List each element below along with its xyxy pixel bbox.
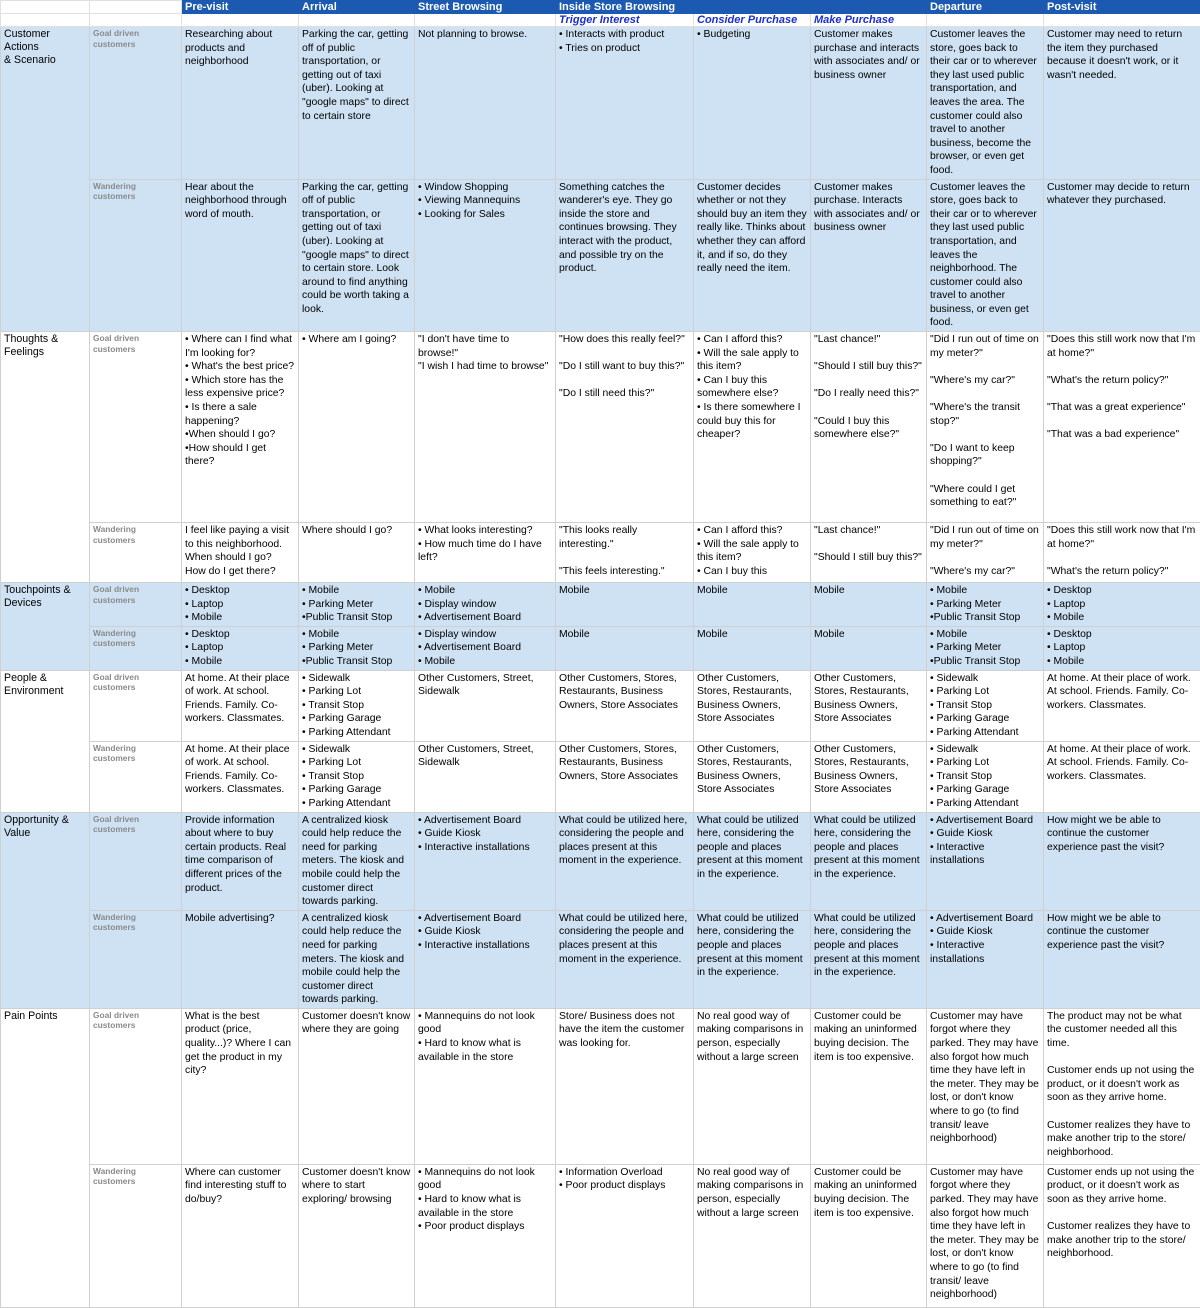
category-people-environment: People & Environment [1, 670, 90, 812]
phase-pre-visit: Pre-visit [182, 1, 299, 14]
cell-departure: • Advertisement Board • Guide Kiosk • Interactive installations [927, 910, 1044, 1008]
customer-type-label: Goal driven customers [90, 332, 182, 523]
cell-departure: Customer may have forgot where they parked. They may have also forgot how much time they have left in the meter. They may be lost, or don't know where to go (to find transit/ leave neighborhood) [927, 1164, 1044, 1307]
cell-arrival: • Sidewalk • Parking Lot • Transit Stop • Parking Garage • Parking Attendant [299, 741, 415, 812]
cell-trigger-interest: • Interacts with product • Tries on product [556, 27, 694, 180]
table-row [1, 670, 1200, 741]
cell-post-visit: Customer may decide to return whatever they purchased. [1044, 179, 1200, 332]
cell-consider-purchase: What could be utilized here, considering the people and places present at this moment in the experience. [694, 812, 811, 910]
table-row [1, 583, 1200, 627]
cell-street-browsing: • Mannequins do not look good • Hard to know what is available in the store [415, 1008, 556, 1164]
cell-make-purchase: What could be utilized here, considering the people and places present at this moment in the experience. [811, 812, 927, 910]
cell-arrival: • Sidewalk • Parking Lot • Transit Stop • Parking Garage • Parking Attendant [299, 670, 415, 741]
cell-pre-visit: Hear about the neighborhood through word of mouth. [182, 179, 299, 332]
cell-consider-purchase: Mobile [694, 583, 811, 627]
cell-pre-visit: • Where can I find what I'm looking for? • What's the best price? • Which store has the less expensive price? • Is there a sale happening? •When should I go? •How should I get there? [182, 332, 299, 523]
cell-trigger-interest: "This looks really interesting." "This feels interesting." [556, 523, 694, 583]
cell-make-purchase: Mobile [811, 626, 927, 670]
cell-make-purchase: "Last chance!" "Should I still buy this?" [811, 523, 927, 583]
cell-pre-visit: I feel like paying a visit to this neighborhood. When should I go? How do I get there? [182, 523, 299, 583]
cell-post-visit: At home. At their place of work. At school. Friends. Family. Co-workers. Classmates. [1044, 670, 1200, 741]
table-row [1, 332, 1200, 523]
table-row [1, 179, 1200, 332]
cell-arrival: • Mobile • Parking Meter •Public Transit Stop [299, 583, 415, 627]
cell-street-browsing: • Display window • Advertisement Board • Mobile [415, 626, 556, 670]
phase-header-row [1, 1, 1200, 14]
customer-type-label: Goal driven customers [90, 27, 182, 180]
cell-departure: • Advertisement Board • Guide Kiosk • Interactive installations [927, 812, 1044, 910]
cell-make-purchase: Customer could be making an uninformed buying decision. The item is too expensive. [811, 1008, 927, 1164]
table-row [1, 1008, 1200, 1164]
category-pain-points: Pain Points [1, 1008, 90, 1307]
table-body [1, 27, 1200, 1308]
cell-street-browsing: Other Customers, Street, Sidewalk [415, 741, 556, 812]
cell-trigger-interest: What could be utilized here, considering the people and places present at this moment in the experience. [556, 910, 694, 1008]
subheader-empty-2 [90, 14, 182, 27]
cell-trigger-interest: Something catches the wanderer's eye. They go inside the store and continues browsing. They interact with the product, and possible try on the product. [556, 179, 694, 332]
cell-trigger-interest: Mobile [556, 626, 694, 670]
phase-post-visit: Post-visit [1044, 1, 1200, 14]
cell-consider-purchase: No real good way of making comparisons in person, especially without a large screen [694, 1164, 811, 1307]
cell-street-browsing: Not planning to browse. [415, 27, 556, 180]
cell-make-purchase: Customer makes purchase and interacts with associates and/ or business owner [811, 27, 927, 180]
table-row [1, 626, 1200, 670]
cell-consider-purchase: Customer decides whether or not they should buy an item they really like. Thinks about whether they can afford it, and if so, do they really need the item. [694, 179, 811, 332]
subheader-empty-4 [299, 14, 415, 27]
subheader-empty-3 [182, 14, 299, 27]
customer-type-label: Goal driven customers [90, 812, 182, 910]
cell-pre-visit: At home. At their place of work. At school. Friends. Family. Co-workers. Classmates. [182, 670, 299, 741]
cell-post-visit: • Desktop • Laptop • Mobile [1044, 583, 1200, 627]
cell-arrival: Customer doesn't know where they are going [299, 1008, 415, 1164]
subheader-empty-5 [415, 14, 556, 27]
cell-post-visit: At home. At their place of work. At school. Friends. Family. Co-workers. Classmates. [1044, 741, 1200, 812]
cell-trigger-interest: Other Customers, Stores, Restaurants, Business Owners, Store Associates [556, 670, 694, 741]
cell-consider-purchase: Other Customers, Stores, Restaurants, Business Owners, Store Associates [694, 741, 811, 812]
cell-street-browsing: • Window Shopping • Viewing Mannequins • Looking for Sales [415, 179, 556, 332]
table-row [1, 910, 1200, 1008]
subheader-empty-6 [927, 14, 1044, 27]
cell-pre-visit: • Desktop • Laptop • Mobile [182, 626, 299, 670]
table-row [1, 812, 1200, 910]
cell-street-browsing: • Advertisement Board • Guide Kiosk • Interactive installations [415, 910, 556, 1008]
cell-trigger-interest: Store/ Business does not have the item the customer was looking for. [556, 1008, 694, 1164]
header-corner [1, 1, 90, 14]
cell-street-browsing: • Advertisement Board • Guide Kiosk • Interactive installations [415, 812, 556, 910]
category-opportunity-value: Opportunity & Value [1, 812, 90, 1008]
cell-street-browsing: • Mannequins do not look good • Hard to know what is available in the store • Poor product displays [415, 1164, 556, 1307]
cell-post-visit: "Does this still work now that I'm at home?" "What's the return policy?" "That was a great experience" "That was a bad experience" [1044, 332, 1200, 523]
cell-post-visit: Customer ends up not using the product, or it doesn't work as soon as they arrive home. Customer realizes they have to make another trip to the store/ neighborhood. [1044, 1164, 1200, 1307]
customer-type-label: Wandering customers [90, 1164, 182, 1307]
cell-post-visit: How might we be able to continue the customer experience past the visit? [1044, 910, 1200, 1008]
cell-consider-purchase: • Can I afford this? • Will the sale apply to this item? • Can I buy this [694, 523, 811, 583]
phase-departure: Departure [927, 1, 1044, 14]
phase-inside-store-cont-1 [694, 1, 811, 14]
category-thoughts-feelings: Thoughts & Feelings [1, 332, 90, 583]
cell-arrival: Customer doesn't know where to start exploring/ browsing [299, 1164, 415, 1307]
cell-arrival: A centralized kiosk could help reduce the need for parking meters. The kiosk and mobile could help the customer direct towards parking. [299, 910, 415, 1008]
cell-departure: "Did I run out of time on my meter?" "Where's my car?" [927, 523, 1044, 583]
cell-departure: Customer leaves the store, goes back to their car or to wherever they last used public transportation, and leaves the neighborhood. The customer could also travel to another business, or even get food. [927, 179, 1044, 332]
cell-departure: Customer may have forgot where they parked. They may have also forgot how much time they have left in the meter. They may be lost, or don't know where to go (to find transit/ leave neighborhood) [927, 1008, 1044, 1164]
cell-arrival: • Mobile • Parking Meter •Public Transit Stop [299, 626, 415, 670]
table-row [1, 27, 1200, 180]
customer-type-label: Goal driven customers [90, 1008, 182, 1164]
cell-arrival: Where should I go? [299, 523, 415, 583]
cell-street-browsing: Other Customers, Street, Sidewalk [415, 670, 556, 741]
cell-departure: • Sidewalk • Parking Lot • Transit Stop • Parking Garage • Parking Attendant [927, 670, 1044, 741]
category-customer-actions: Customer Actions & Scenario [1, 27, 90, 332]
cell-consider-purchase: Mobile [694, 626, 811, 670]
cell-pre-visit: Where can customer find interesting stuff to do/buy? [182, 1164, 299, 1307]
cell-consider-purchase: • Budgeting [694, 27, 811, 180]
cell-consider-purchase: • Can I afford this? • Will the sale apply to this item? • Can I buy this somewhere else? • Is there somewhere I could buy this for cheaper? [694, 332, 811, 523]
cell-make-purchase: Other Customers, Stores, Restaurants, Business Owners, Store Associates [811, 670, 927, 741]
cell-pre-visit: Provide information about where to buy certain products. Real time comparison of different prices of the product. [182, 812, 299, 910]
cell-pre-visit: At home. At their place of work. At school. Friends. Family. Co-workers. Classmates. [182, 741, 299, 812]
customer-type-label: Wandering customers [90, 626, 182, 670]
cell-consider-purchase: What could be utilized here, considering the people and places present at this moment in the experience. [694, 910, 811, 1008]
cell-trigger-interest: What could be utilized here, considering the people and places present at this moment in the experience. [556, 812, 694, 910]
cell-make-purchase: Other Customers, Stores, Restaurants, Business Owners, Store Associates [811, 741, 927, 812]
subheader-empty-7 [1044, 14, 1200, 27]
cell-post-visit: Customer may need to return the item they purchased because it doesn't work, or it wasn't needed. [1044, 27, 1200, 180]
cell-arrival: A centralized kiosk could help reduce the need for parking meters. The kiosk and mobile could help the customer direct towards parking. [299, 812, 415, 910]
cell-make-purchase: Customer could be making an uninformed buying decision. The item is too expensive. [811, 1164, 927, 1307]
cell-departure: • Sidewalk • Parking Lot • Transit Stop • Parking Garage • Parking Attendant [927, 741, 1044, 812]
cell-make-purchase: What could be utilized here, considering the people and places present at this moment in the experience. [811, 910, 927, 1008]
cell-post-visit: "Does this still work now that I'm at home?" "What's the return policy?" [1044, 523, 1200, 583]
table-row [1, 1164, 1200, 1307]
category-touchpoints-devices: Touchpoints & Devices [1, 583, 90, 671]
cell-post-visit: • Desktop • Laptop • Mobile [1044, 626, 1200, 670]
table-header [1, 1, 1200, 27]
phase-inside-store-cont-2 [811, 1, 927, 14]
cell-make-purchase: Mobile [811, 583, 927, 627]
customer-type-label: Wandering customers [90, 523, 182, 583]
phase-street-browsing: Street Browsing [415, 1, 556, 14]
cell-departure: • Mobile • Parking Meter •Public Transit Stop [927, 626, 1044, 670]
subphase-make-purchase: Make Purchase [811, 14, 927, 27]
subheader-empty-1 [1, 14, 90, 27]
cell-arrival: • Where am I going? [299, 332, 415, 523]
cell-departure: • Mobile • Parking Meter •Public Transit Stop [927, 583, 1044, 627]
table-row [1, 523, 1200, 583]
customer-type-label: Goal driven customers [90, 583, 182, 627]
cell-pre-visit: What is the best product (price, quality...)? Where I can get the product in my city? [182, 1008, 299, 1164]
header-corner-sub [90, 1, 182, 14]
cell-make-purchase: Customer makes purchase. Interacts with associates and/ or business owner [811, 179, 927, 332]
customer-type-label: Wandering customers [90, 741, 182, 812]
customer-type-label: Goal driven customers [90, 670, 182, 741]
cell-post-visit: How might we be able to continue the customer experience past the visit? [1044, 812, 1200, 910]
cell-arrival: Parking the car, getting off of public transportation, or getting out of taxi (uber). Looking at "google maps" to direct to certain store [299, 27, 415, 180]
cell-pre-visit: Researching about products and neighborhood [182, 27, 299, 180]
table-row [1, 741, 1200, 812]
phase-arrival: Arrival [299, 1, 415, 14]
cell-departure: Customer leaves the store, goes back to their car or to wherever they last used public transportation, and leaves the area. The customer could also travel to another business, become the browser, or even get food. [927, 27, 1044, 180]
cell-pre-visit: • Desktop • Laptop • Mobile [182, 583, 299, 627]
subphase-consider-purchase: Consider Purchase [694, 14, 811, 27]
customer-type-label: Wandering customers [90, 179, 182, 332]
cell-departure: "Did I run out of time on my meter?" "Where's my car?" "Where's the transit stop?" "Do I want to keep shopping?" "Where could I get something to eat?" [927, 332, 1044, 523]
cell-trigger-interest: • Information Overload • Poor product displays [556, 1164, 694, 1307]
cell-consider-purchase: No real good way of making comparisons in person, especially without a large screen [694, 1008, 811, 1164]
cell-pre-visit: Mobile advertising? [182, 910, 299, 1008]
cell-trigger-interest: Mobile [556, 583, 694, 627]
cell-arrival: Parking the car, getting off of public transportation, or getting out of taxi (uber). Looking at "google maps" to direct to certain store. Look around to find anything could be worth taking a look. [299, 179, 415, 332]
cell-post-visit: The product may not be what the customer needed all this time. Customer ends up not using the product, or it doesn't work as soon as they arrive home. Customer realizes they have to make another trip to the store/ neighborhood. [1044, 1008, 1200, 1164]
customer-type-label: Wandering customers [90, 910, 182, 1008]
cell-street-browsing: • Mobile • Display window • Advertisement Board [415, 583, 556, 627]
cell-street-browsing: "I don't have time to browse!" "I wish I had time to browse" [415, 332, 556, 523]
subphase-trigger-interest: Trigger Interest [556, 14, 694, 27]
cell-street-browsing: • What looks interesting? • How much time do I have left? [415, 523, 556, 583]
cell-trigger-interest: "How does this really feel?" "Do I still want to buy this?" "Do I still need this?" [556, 332, 694, 523]
cell-trigger-interest: Other Customers, Stores, Restaurants, Business Owners, Store Associates [556, 741, 694, 812]
phase-inside-store-browsing: Inside Store Browsing [556, 1, 694, 14]
subphase-header-row [1, 14, 1200, 27]
cell-make-purchase: "Last chance!" "Should I still buy this?" "Do I really need this?" "Could I buy this somewhere else?" [811, 332, 927, 523]
cell-consider-purchase: Other Customers, Stores, Restaurants, Business Owners, Store Associates [694, 670, 811, 741]
